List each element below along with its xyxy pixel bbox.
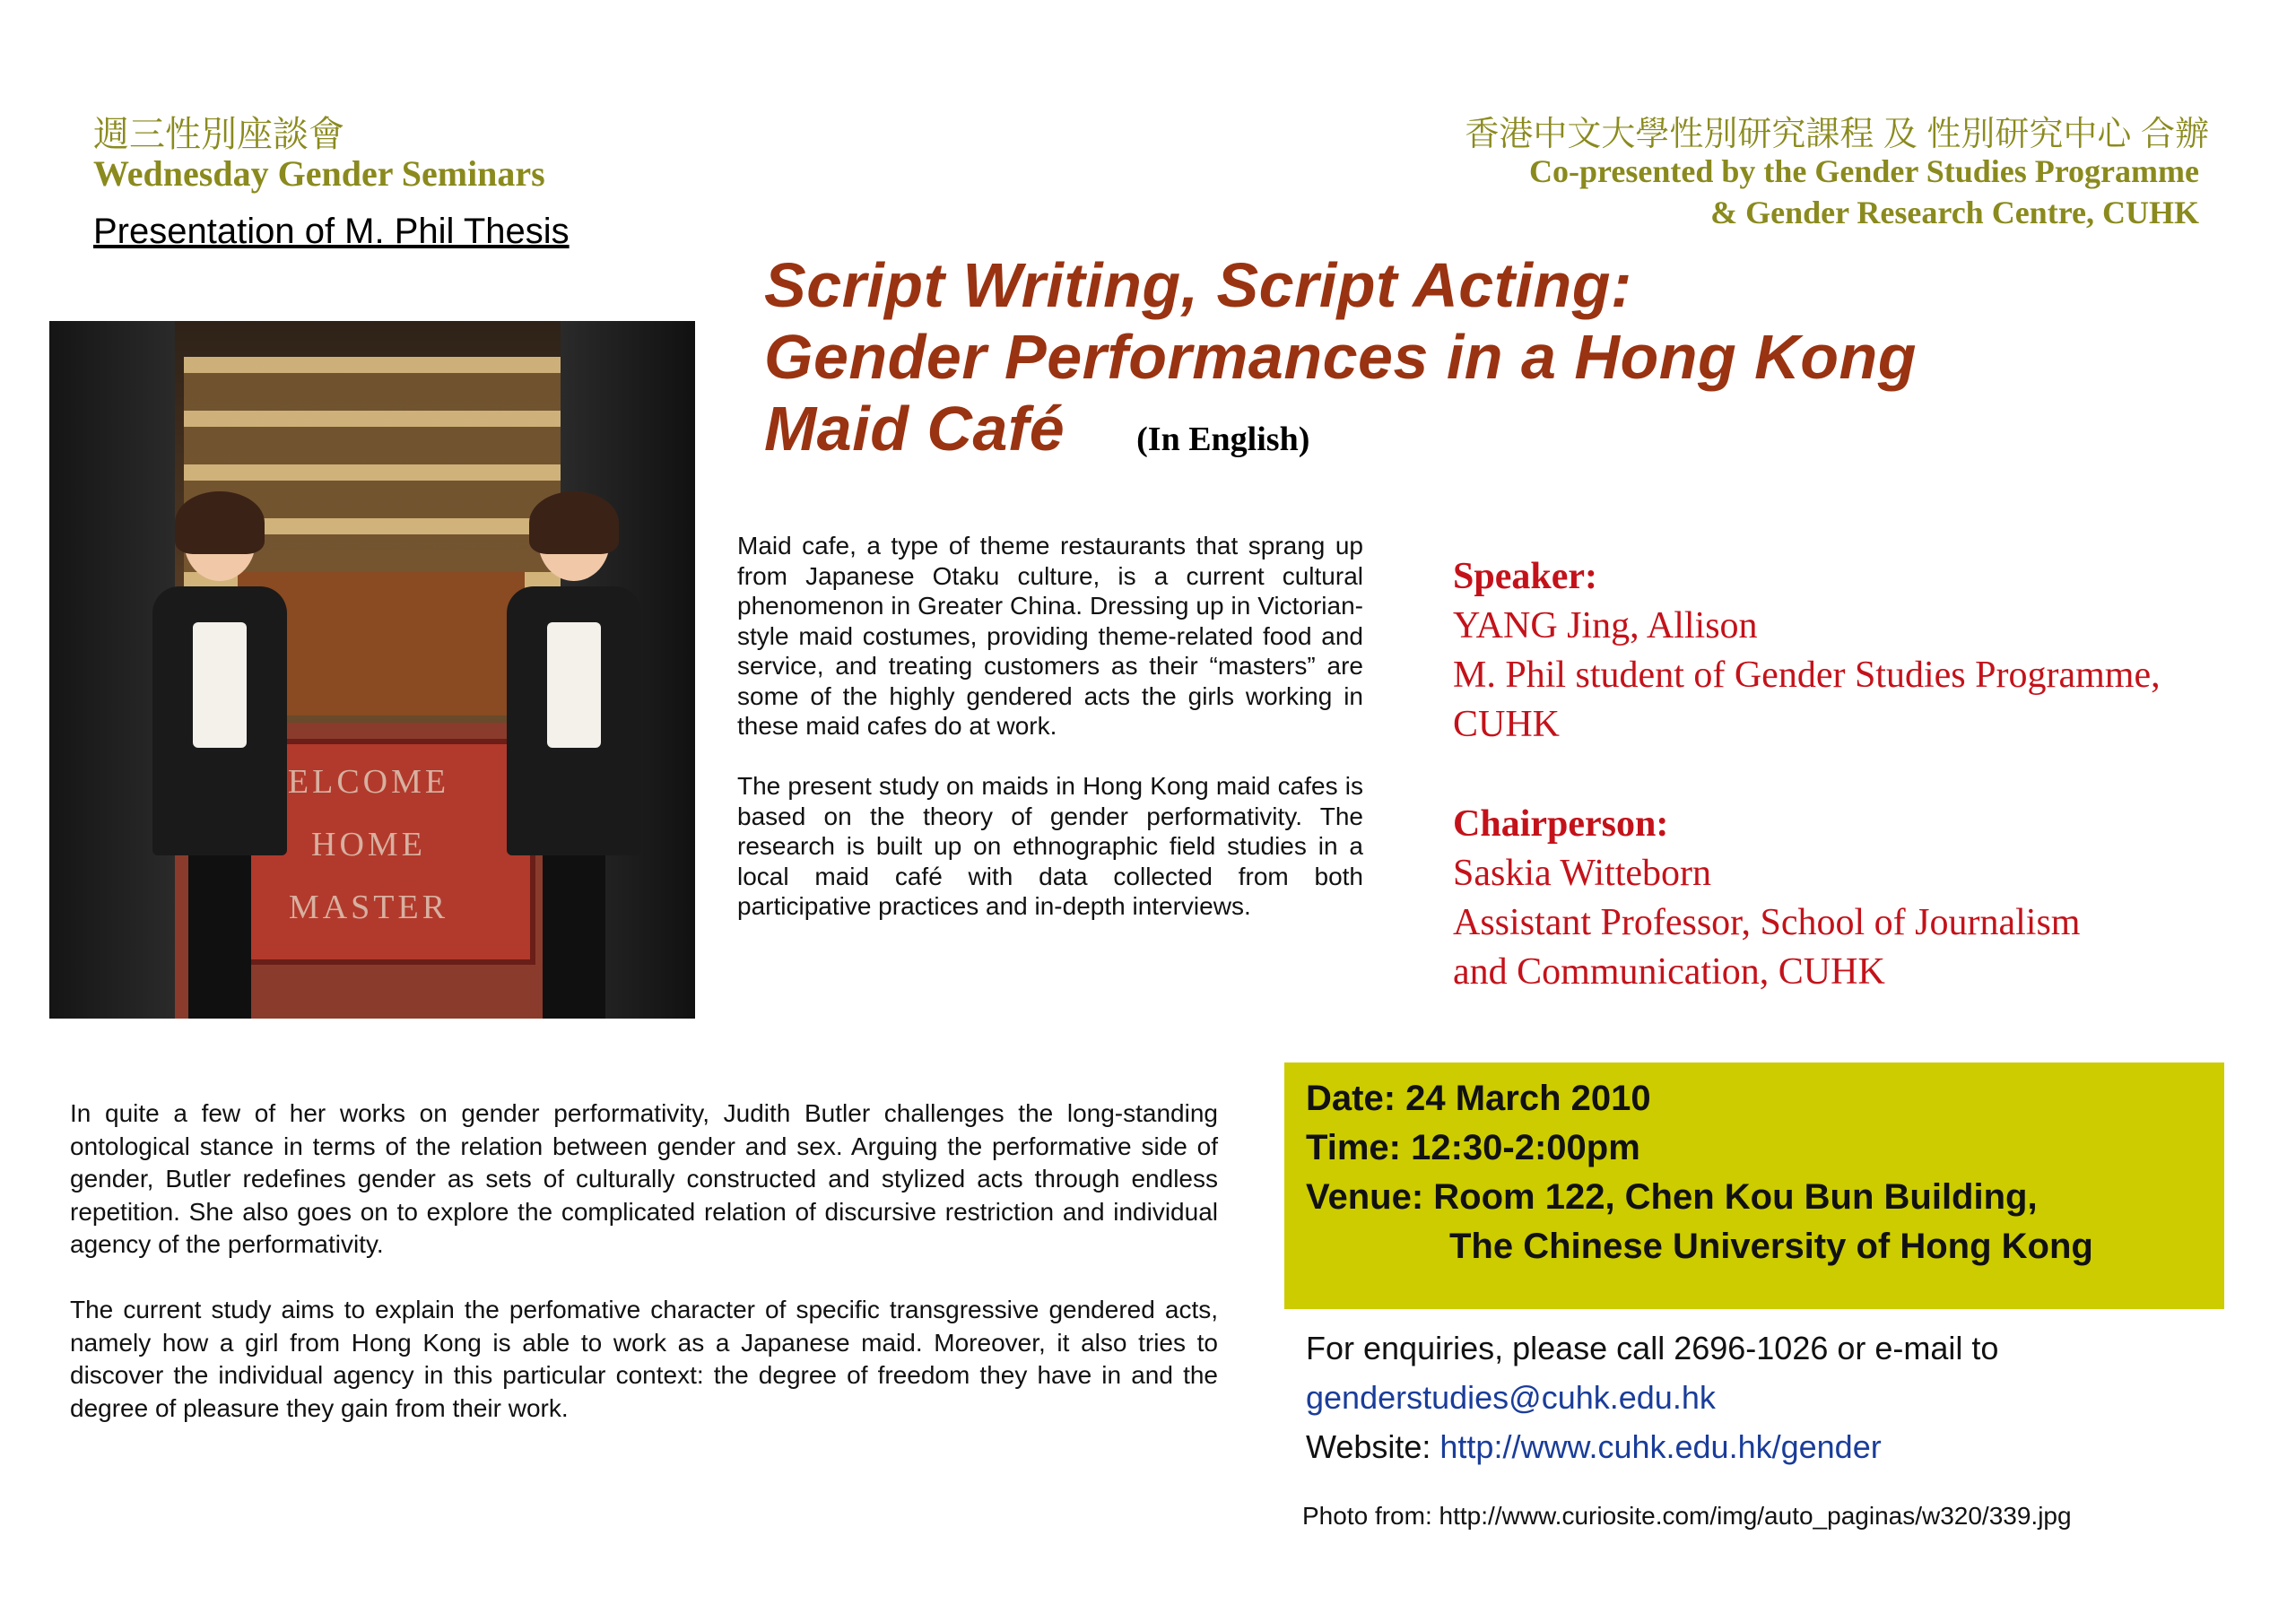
speaker-label: Speaker: xyxy=(1453,556,1597,597)
speaker-block xyxy=(1453,552,2161,750)
maid-figure-right xyxy=(507,500,641,1019)
copresenters-zh: 香港中文大學性別研究課程 及 性別研究中心 合辦 xyxy=(1465,116,2209,153)
language-note: (In English) xyxy=(1136,421,1310,458)
chairperson-label: Chairperson: xyxy=(1453,803,1669,845)
abstract-paragraph-1: Maid cafe, a type of theme restaurants that sprang up from Japanese Otaku culture, is a current cultural phenomenon in Greater China. Dressing up in Victorian-style maid costumes, providing theme-related food and service, and treating customers as their “masters” are some of the highly gendered acts the girls working in these maid cafes do at work. xyxy=(737,532,1363,740)
series-name-en: Wednesday Gender Seminars xyxy=(93,153,545,194)
abstract-paragraph-2: The present study on maids in Hong Kong maid cafes is based on the theory of gender performativity. The research is built up on ethnographic field studies in a local maid café with data collected from both participative practices and in-depth interviews. xyxy=(737,772,1363,920)
mat-line-1: ELCOME xyxy=(287,763,450,801)
website-row xyxy=(1306,1422,1998,1471)
maid-figure-left xyxy=(152,500,287,1019)
chairperson-name: Saskia Witteborn xyxy=(1453,853,1711,894)
copresenters-en-line2: & Gender Research Centre, CUHK xyxy=(1710,195,2199,230)
copresenters-en-line1: Co-presented by the Gender Studies Programme xyxy=(1529,153,2199,189)
mat-line-2: HOME xyxy=(311,826,426,863)
photo-credit: Photo from: http://www.curiosite.com/img/auto_paginas/w320/339.jpg xyxy=(1302,1502,2072,1530)
email-link[interactable]: genderstudies@cuhk.edu.hk xyxy=(1306,1379,1716,1416)
enquiry-text: For enquiries, please call 2696-1026 or e-mail to xyxy=(1306,1330,1999,1366)
speaker-title-line2: CUHK xyxy=(1453,704,1561,745)
seminar-title xyxy=(764,249,1917,475)
website-link[interactable]: http://www.cuhk.edu.hk/gender xyxy=(1439,1428,1882,1465)
chairperson-block xyxy=(1453,800,2080,997)
event-time: Time: 12:30-2:00pm xyxy=(1306,1128,1640,1167)
series-name-zh: 週三性別座談會 xyxy=(93,115,344,154)
event-venue-line2: The Chinese University of Hong Kong xyxy=(1449,1227,2093,1266)
presentation-type: Presentation of M. Phil Thesis xyxy=(93,212,570,251)
maid-cafe-photo xyxy=(49,321,695,1019)
contact-block xyxy=(1306,1323,1998,1471)
chairperson-title-line2: and Communication, CUHK xyxy=(1453,951,1885,993)
title-line-3 xyxy=(764,393,1917,475)
event-venue-line1: Venue: Room 122, Chen Kou Bun Building, xyxy=(1306,1177,2038,1217)
title-line-3-text: Maid Café xyxy=(764,394,1065,464)
abstract xyxy=(737,531,1363,951)
title-line-1: Script Writing, Script Acting: xyxy=(764,250,1632,320)
title-line-2: Gender Performances in a Hong Kong xyxy=(764,322,1917,392)
mat-line-3: MASTER xyxy=(288,889,449,926)
background-text xyxy=(70,1097,1218,1458)
speaker-title-line1: M. Phil student of Gender Studies Programme, xyxy=(1453,655,2161,696)
event-details-box xyxy=(1284,1063,2224,1309)
event-date: Date: 24 March 2010 xyxy=(1306,1079,1651,1118)
chairperson-title-line1: Assistant Professor, School of Journalism xyxy=(1453,902,2081,943)
background-paragraph-2: The current study aims to explain the perfomative character of specific transgressive gendered acts, namely how a girl from Hong Kong is able to work as a Japanese maid. Moreover, it also tries to discover the individual agency in this particular context: the degree of freedom they have in and the degree of pleasure they gain from their work. xyxy=(70,1296,1218,1422)
website-label: Website: xyxy=(1306,1428,1440,1465)
speaker-name: YANG Jing, Allison xyxy=(1453,605,1758,646)
background-paragraph-1: In quite a few of her works on gender performativity, Judith Butler challenges the long-standing ontological stance in terms of the relation between gender and sex. Arguing the performative side of gender, Butler redefines gender as sets of culturally constructed and stylized acts through endless repetition. She also goes on to explore the complicated relation of discursive restriction and individual agency of the performativity. xyxy=(70,1099,1218,1258)
